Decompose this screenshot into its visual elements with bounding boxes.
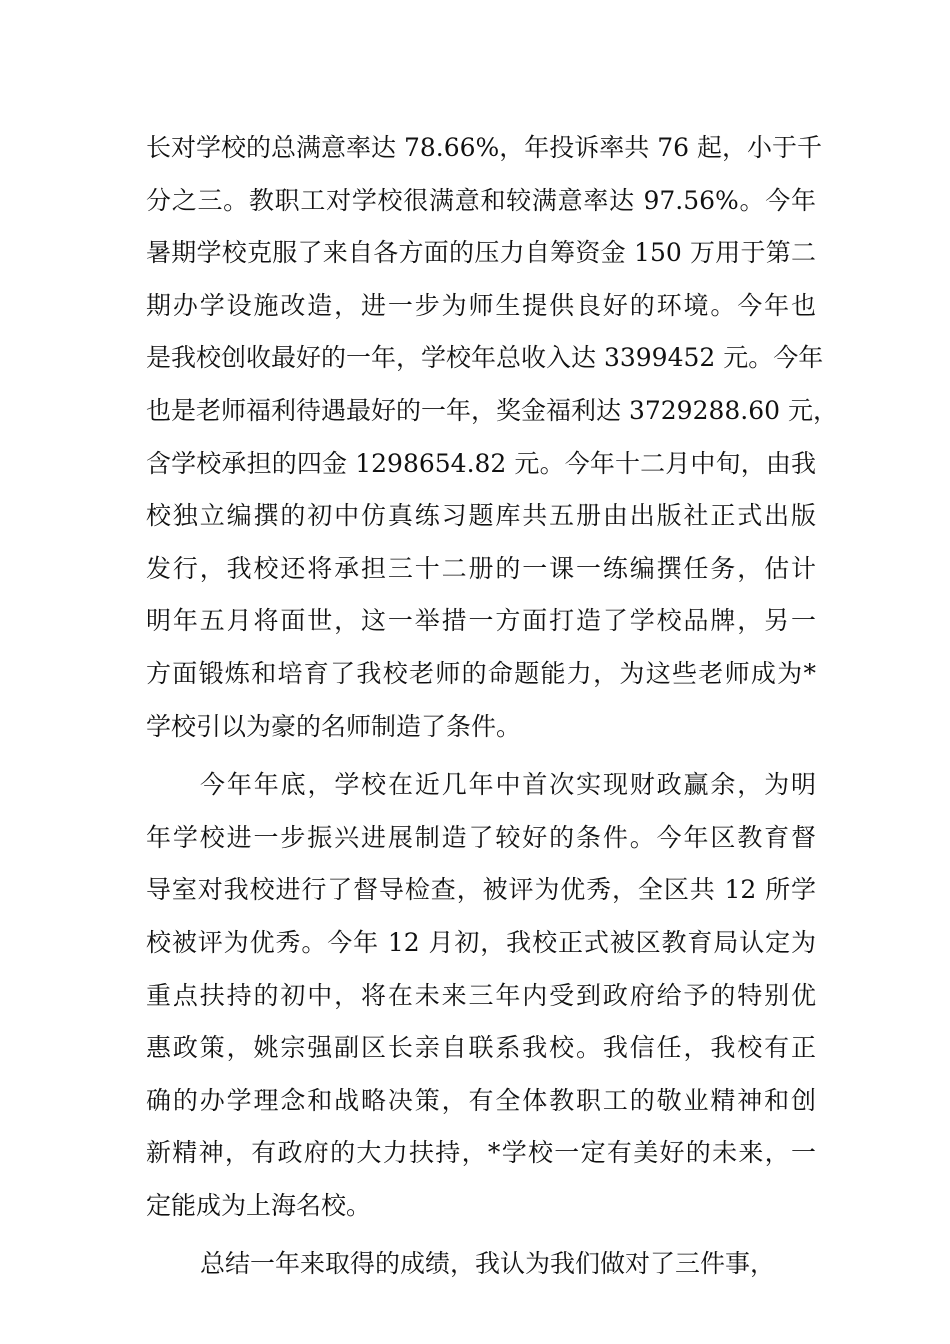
text-line: 校独立编撰的初中仿真练习题库共五册由出版社正式出版: [146, 501, 816, 531]
text-line: 年学校进一步振兴进展制造了较好的条件。今年区教育督: [146, 822, 816, 852]
paragraph-2: [146, 759, 816, 1232]
text-line: 定能成为上海名校。: [146, 1190, 372, 1220]
text-line: 校被评为优秀。今年 12 月初，我校正式被区教育局认定为: [146, 927, 816, 957]
text-line: 暑期学校克服了来自各方面的压力自筹资金 150 万用于第二: [146, 238, 816, 268]
text-line: 也是老师福利待遇最好的一年，奖金福利达 3729288.60 元，: [146, 395, 838, 425]
text-line: 确的办学理念和战略决策，有全体教职工的敬业精神和创: [146, 1085, 816, 1115]
text-line: 长对学校的总满意率达 78.66%，年投诉率共 76 起，小于千: [146, 133, 822, 162]
text-line: 总结一年来取得的成绩，我认为我们做对了三件事，: [200, 1249, 776, 1279]
text-line: 今年年底，学校在近几年中首次实现财政赢余，为明: [200, 770, 816, 800]
text-line: 方面锻炼和培育了我校老师的命题能力，为这些老师成为*: [146, 658, 816, 688]
text-line: 新精神，有政府的大力扶持，*学校一定有美好的未来，一: [146, 1138, 816, 1168]
text-line: 导室对我校进行了督导检查，被评为优秀，全区共 12 所学: [146, 875, 816, 905]
text-line: 明年五月将面世，这一举措一方面打造了学校品牌，另一: [146, 606, 816, 636]
text-line: 期办学设施改造，进一步为师生提供良好的环境。今年也: [146, 290, 816, 320]
document-body: [146, 122, 838, 1291]
text-line: 发行，我校还将承担三十二册的一课一练编撰任务，估计: [146, 553, 816, 583]
paragraph-1: [146, 122, 838, 753]
text-line: 分之三。教职工对学校很满意和较满意率达 97.56%。今年: [146, 185, 816, 215]
text-line: 惠政策，姚宗强副区长亲自联系我校。我信任，我校有正: [146, 1033, 816, 1063]
paragraph-3: [146, 1238, 816, 1291]
text-line: 是我校创收最好的一年，学校年总收入达 3399452 元。今年: [146, 343, 824, 373]
text-line: 含学校承担的四金 1298654.82 元。今年十二月中旬，由我: [146, 448, 816, 478]
text-line: 重点扶持的初中，将在未来三年内受到政府给予的特别优: [146, 980, 816, 1010]
text-line: 学校引以为豪的名师制造了条件。: [146, 711, 522, 741]
